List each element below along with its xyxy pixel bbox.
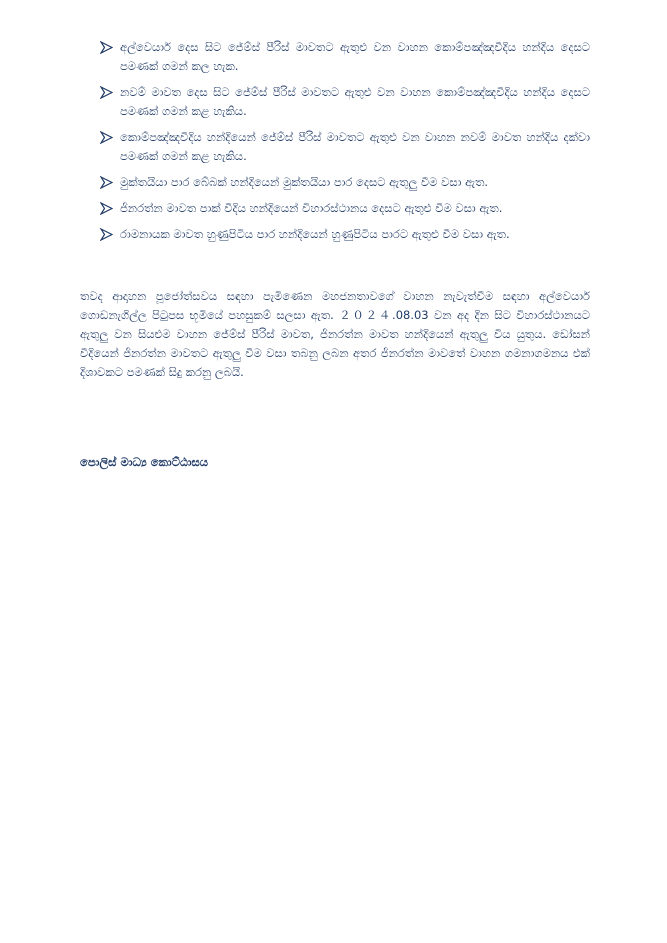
- arrow-bullet-icon: [100, 202, 113, 215]
- bullet-text: මුක්තයියා පාර බේබක් හන්දියෙන් මුක්තයියා පාර දෙසට ඇතුලු වීම වසා ඇත.: [120, 175, 489, 189]
- bullet-item-3: [100, 128, 590, 166]
- arrow-bullet-icon: [100, 41, 113, 54]
- bullet-item-1: [100, 38, 590, 76]
- bullet-text: නවම් මාවත දෙස සිට ජේම්ස් පීරිස් මාවතට ඇතුළු වන වාහන කොම්පඤ්ඤවීදිය හන්දිය දෙසට පමණක් ගමන් කළ හැකිය.: [120, 85, 590, 118]
- bullet-text: ජිනරත්න මාවත පාක් වීදිය හන්දියෙන් විහාරස්ථානය දෙසට ඇතුළු වීම වසා ඇත.: [120, 201, 503, 215]
- bullet-item-2: [100, 83, 590, 121]
- bullet-item-4: [100, 173, 590, 192]
- bullet-item-6: [100, 225, 590, 244]
- bullet-list: [100, 38, 590, 251]
- bullet-text: අල්වෙයාර් දෙස සිට ජේම්ස් පීරිස් මාවතට ඇතුළු වන වාහන කොම්පඤ්ඤවීදිය හන්දිය දෙසට පමණක් ගමන් කල හැක.: [120, 40, 590, 73]
- arrow-bullet-icon: [100, 86, 113, 99]
- bullet-text: කොම්පඤ්ඤවීදිය හන්දියෙන් ජේම්ස් පීරිස් මාවතට ඇතුළු වන වාහන නවම් මාවත හන්දිය දක්වා පමණක් ගමන් කළ හැකිය.: [120, 130, 590, 163]
- body-paragraph: තවද ආදාහන පූජෝත්සවය සඳහා පැමිණෙන මහජනතාවගේ වාහන නැවැත්වීම සඳහා අල්වෙයාර් ගොඩනැගිල්ල පිටුපස භූමියේ පහසුකම් සලසා ඇත. ２０２４.08.03 වන අද දින සිට විහාරස්ථානයට ඇතුලු වන සියළුම වාහන ජේම්ස් පීරිස් මාවත, ජිනරත්න මාවත හන්දියෙන් ඇතුලු විය යුතුය. ඩෝසන් වීදියෙන් ජිනරත්න මාවතට ඇතුලු වීම වසා තබනු ලබන අතර ජිනරත්න මාවතේ වාහන ගමනාගමනය එක් දිශාවකට පමණක් සිදු කරනු ලබයි.: [80, 289, 590, 379]
- signoff-department: පොලිස් මාධ්‍ය කොට්ඨාසය: [80, 455, 209, 469]
- bullet-item-5: [100, 199, 590, 218]
- bullet-text: රාමනායක මාවත හුණුපිටිය පාර හන්දියෙන් හුණුපිටිය පාරට ඇතුළු වීම වසා ඇත.: [120, 227, 510, 241]
- arrow-bullet-icon: [100, 228, 113, 241]
- arrow-bullet-icon: [100, 131, 113, 144]
- arrow-bullet-icon: [100, 176, 113, 189]
